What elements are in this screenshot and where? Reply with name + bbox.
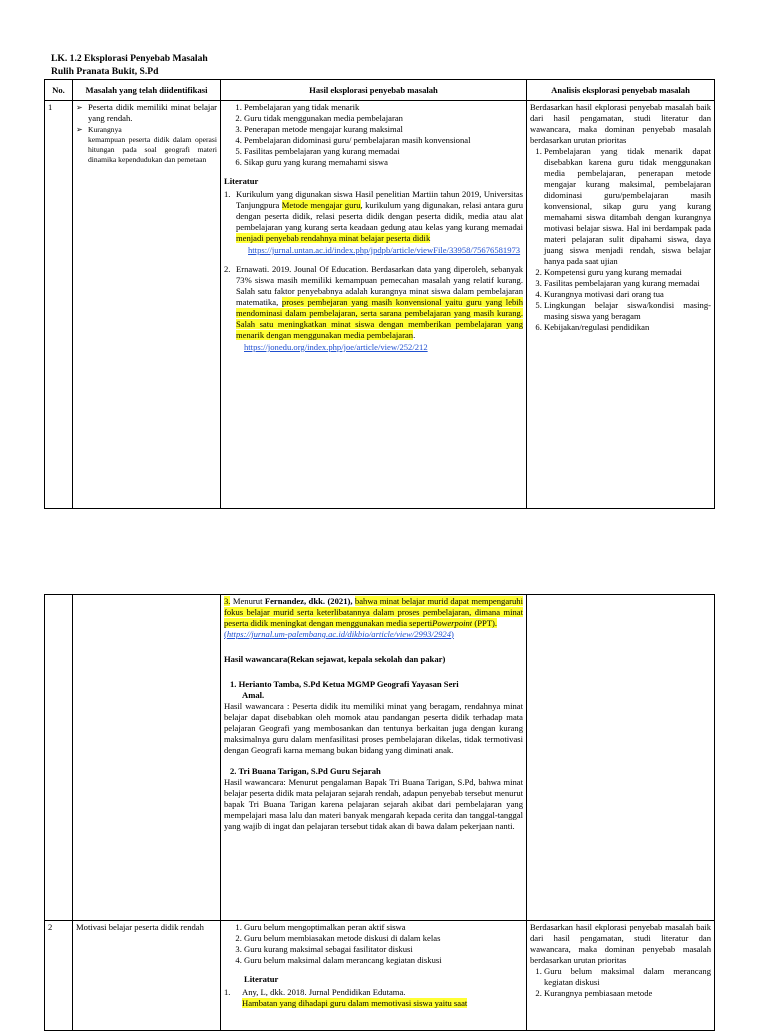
analisis-list <box>530 966 711 999</box>
analisis-cell-empty <box>527 595 715 921</box>
reference-text <box>236 189 523 244</box>
list-item <box>88 124 217 135</box>
reference-number: 1. <box>224 987 231 997</box>
literatur-heading: Literatur <box>224 176 259 186</box>
reference-number: 3. <box>224 596 231 606</box>
reference-3 <box>224 596 523 629</box>
literatur-heading: Literatur <box>244 974 279 984</box>
highlighted-text: Salah satu meningkatkan minat siswa dengan memberikan pembelajaran yang menarik dengan menggunakan media pembelajaran <box>236 319 523 340</box>
list-item: 2. Kompetensi guru yang kurang memadai <box>544 267 711 278</box>
list-item: 2. Kurangnya pembiasaan metode <box>544 988 711 999</box>
exploration-table-continued <box>44 594 715 1031</box>
reference-text: Any, L, dkk. 2018. Jurnal Pendidikan Edutama. <box>242 987 406 997</box>
header-no: No. <box>45 80 73 101</box>
reference-text-part: . <box>413 330 416 340</box>
list-item: 5. Lingkungan belajar siswa/kondisi masing-masing siswa yang beragam <box>544 300 711 322</box>
masalah-continuation: kemampuan peserta didik dalam operasi hitungan pada soal geografi materi dinamika kependudukan dan pemetaan <box>88 135 217 164</box>
analisis-cell <box>527 101 715 509</box>
row-number-empty <box>45 595 73 921</box>
hasil-cell <box>221 101 527 509</box>
list-item: ➢ Peserta didik memiliki minat belajar yang rendah. <box>88 102 217 124</box>
reference-1 <box>224 189 523 244</box>
header-masalah: Masalah yang telah diidentifikasi <box>73 80 221 101</box>
reference-text-part: Kurikulum yang digunakan siswa Hasil penelitian Martiin tahun 2019, Universitas Tanjungpura <box>236 189 523 210</box>
list-item: 3. Guru kurang maksimal sebagai fasilitator diskusi <box>244 944 523 955</box>
masalah-list <box>76 102 217 135</box>
list-item: 3. Penerapan metode mengajar kurang maksimal <box>244 124 523 135</box>
hasil-cell <box>221 595 527 921</box>
reference-text-part: Ernawati. 2019. Jounal Of Education. Berdasarkan data yang diperoleh, sebanyak 73% siswa masih memiliki kemampuan pemecahan masalah yang relatif kurang. Salah satu faktor penyebabnya adalah kurangnya minat siswa dalam pembelajaran matematika, <box>236 264 523 307</box>
highlighted-text: Metode mengajar guru <box>281 200 361 210</box>
expert-1-title-cont: Amal. <box>242 690 265 700</box>
list-item: 1. Pembelajaran yang tidak menarik <box>244 102 523 113</box>
author-name: Rulih Pranata Bukit, S.Pd <box>51 66 159 77</box>
list-item: 3. Fasilitas pembelajaran yang kurang memadai <box>544 278 711 289</box>
header-analisis: Analisis eksplorasi penyebab masalah <box>527 80 715 101</box>
row-number: 2 <box>45 921 73 1031</box>
expert-1-title: 1. Herianto Tamba, S.Pd Ketua MGMP Geografi Yayasan Seri <box>230 679 459 689</box>
expert-2-title: 2. Tri Buana Tarigan, S.Pd Guru Sejarah <box>230 766 381 776</box>
reference-number: 1. <box>224 189 231 199</box>
reference-link[interactable]: https://jurnal.untan.ac.id/index.php/jpdpb/article/viewFile/33958/75676581973 <box>248 245 521 255</box>
list-item: 1. Guru belum maksimal dalam merancang kegiatan diskusi <box>544 966 711 988</box>
link-paren: ) <box>451 629 454 639</box>
list-item: 2. Guru tidak menggunakan media pembelajaran <box>244 113 523 124</box>
hasil-list <box>224 102 523 168</box>
list-item: 6. Kebijakan/regulasi pendidikan <box>544 322 711 333</box>
reference-continuation <box>224 998 523 1009</box>
hasil-list <box>224 922 523 966</box>
list-item: 4. Kurangnya motivasi dari orang tua <box>544 289 711 300</box>
table-row <box>45 921 715 1031</box>
reference-2 <box>224 264 523 341</box>
list-item: 5. Fasilitas pembelajaran yang kurang memadai <box>244 146 523 157</box>
table-row <box>45 595 715 921</box>
reference-text <box>236 264 523 341</box>
highlighted-text: (PPT). <box>472 618 498 628</box>
exploration-table <box>44 79 715 509</box>
link-paren: ( <box>224 629 227 639</box>
masalah-cell <box>73 101 221 509</box>
highlighted-text-italic: Powerpoint <box>432 618 473 628</box>
wawancara-heading: Hasil wawancara(Rekan sejawat, kepala sekolah dan pakar) <box>224 654 446 664</box>
reference-1 <box>224 987 523 998</box>
hasil-cell <box>221 921 527 1031</box>
highlighted-text: proses pembejaran yang masih konvensional yaitu guru yang lebih mendominasi dalam pembelajaran, serta sarana pembelajaran yang masih kurang. <box>236 297 523 318</box>
page-title <box>51 52 208 78</box>
row-number: 1 <box>45 101 73 509</box>
analisis-cell <box>527 921 715 1031</box>
analisis-list <box>530 146 711 333</box>
masalah-cell-empty <box>73 595 221 921</box>
masalah-bullet2: Kurangnya <box>88 125 122 134</box>
reference-link[interactable]: https://jonedu.org/index.php/joe/article/view/252/212 <box>244 342 428 352</box>
table-row <box>45 101 715 509</box>
expert-1-text: Hasil wawancara : Peserta didik itu memiliki minat yang beragam, rendahnya minat belajar dapat disebabkan oleh momok atau pandangan peserta didik terhadap mata pelajaran Geografi yang membosankan dan tentunya berkaitan juga dengan kurang maksimalnya guru dalam menfasilitasi proses pembelajaran dikelas, tidak termotivasi dengan Geografi karna memang bukan bidang yang diminati anak. <box>224 701 523 755</box>
reference-author: Fernandez, dkk. (2021), <box>264 596 353 606</box>
header-hasil: Hasil eksplorasi penyebab masalah <box>221 80 527 101</box>
highlighted-text: Hambatan yang dihadapi guru dalam memotivasi siswa yaitu saat <box>242 998 468 1008</box>
highlighted-text: menjadi penyebab rendahnya minat belajar peserta didik <box>236 233 431 243</box>
masalah-cell: Motivasi belajar peserta didik rendah <box>73 921 221 1031</box>
list-item: 1. Pembelajaran yang tidak menarik dapat disebabkan karena guru tidak menggunakan media pembelajaran, penerapan metode mengajar kurang maksimal, pembelajaran didominasi guru/pembelajaran masih konvensional, sikap guru yang kurang memahami siswa ditambah dengan kurangnya motivasi belajar siswa. Hal ini berdampak pada materi pelajaran sulit dipahami siswa, daya juang siswa menjadi rendah, siswa belajar hanya pada saat ujian <box>544 146 711 267</box>
reference-link-line <box>224 629 523 640</box>
document-title: LK. 1.2 Eksplorasi Penyebab Masalah <box>51 53 208 64</box>
analisis-intro: Berdasarkan hasil ekplorasi penyebab masalah baik dari hasil pengamatan, studi literatur dan wawancara, maka dominan penyebab masalah berdasarkan urutan prioritas <box>530 102 711 145</box>
reference-text-part: , kurikulum yang digunakan, relasi antara guru dengan peserta didik, relasi peserta didik dengan peserta didik, media atau alat pembelajaran yang kurang serta keadaan gedung atau kelas yang kurang memadai <box>236 200 523 232</box>
analisis-intro: Berdasarkan hasil ekplorasi penyebab masalah baik dari hasil pengamatan, studi literatur dan wawancara, maka dominan penyebab masalah berdasarkan urutan prioritas <box>530 922 711 965</box>
table-header-row <box>45 80 715 101</box>
list-item: 1. Guru belum mengoptimalkan peran aktif siswa <box>244 922 523 933</box>
list-item: 4. Pembelajaran didominasi guru/ pembelajaran masih konvensional <box>244 135 523 146</box>
list-item: 6. Sikap guru yang kurang memahami siswa <box>244 157 523 168</box>
highlighted-text: bahwa minat belajar murid dapat mempengaruhi fokus belajar murid serta keterlibatannya dalam proses pembelajaran, dimana minat peserta didik meningkat dengan menggunakan media seperti <box>224 596 523 628</box>
list-item: 4. Guru belum maksimal dalam merancang kegiatan diskusi <box>244 955 523 966</box>
reference-link[interactable]: https://jurnal.um-palembang.ac.id/dikbio/article/view/2993/2924 <box>226 629 452 639</box>
reference-number: 2. <box>224 264 231 274</box>
expert-2-text: Hasil wawancara: Menurut pengalaman Bapak Tri Buana Tarigan, S.Pd, bahwa minat belajar peserta didik mata pelajaran sejarah rendah, adapun penyebab tersebut menurut bapak Tri Buana Tarigan karena pelajaran sejarah akibat dari pembelajaran yang mempelajari masa lalu dan materi banyak mengarah kepada cerita dan tanggal-tanggal yang wajib di ingat dan pelajaran tersebut tidak akan di bawa dalam pekerjaan nanti. <box>224 777 523 831</box>
reference-text-part: Menurut <box>230 596 265 606</box>
list-item: 2. Guru belum membiasakan metode diskusi di dalam kelas <box>244 933 523 944</box>
